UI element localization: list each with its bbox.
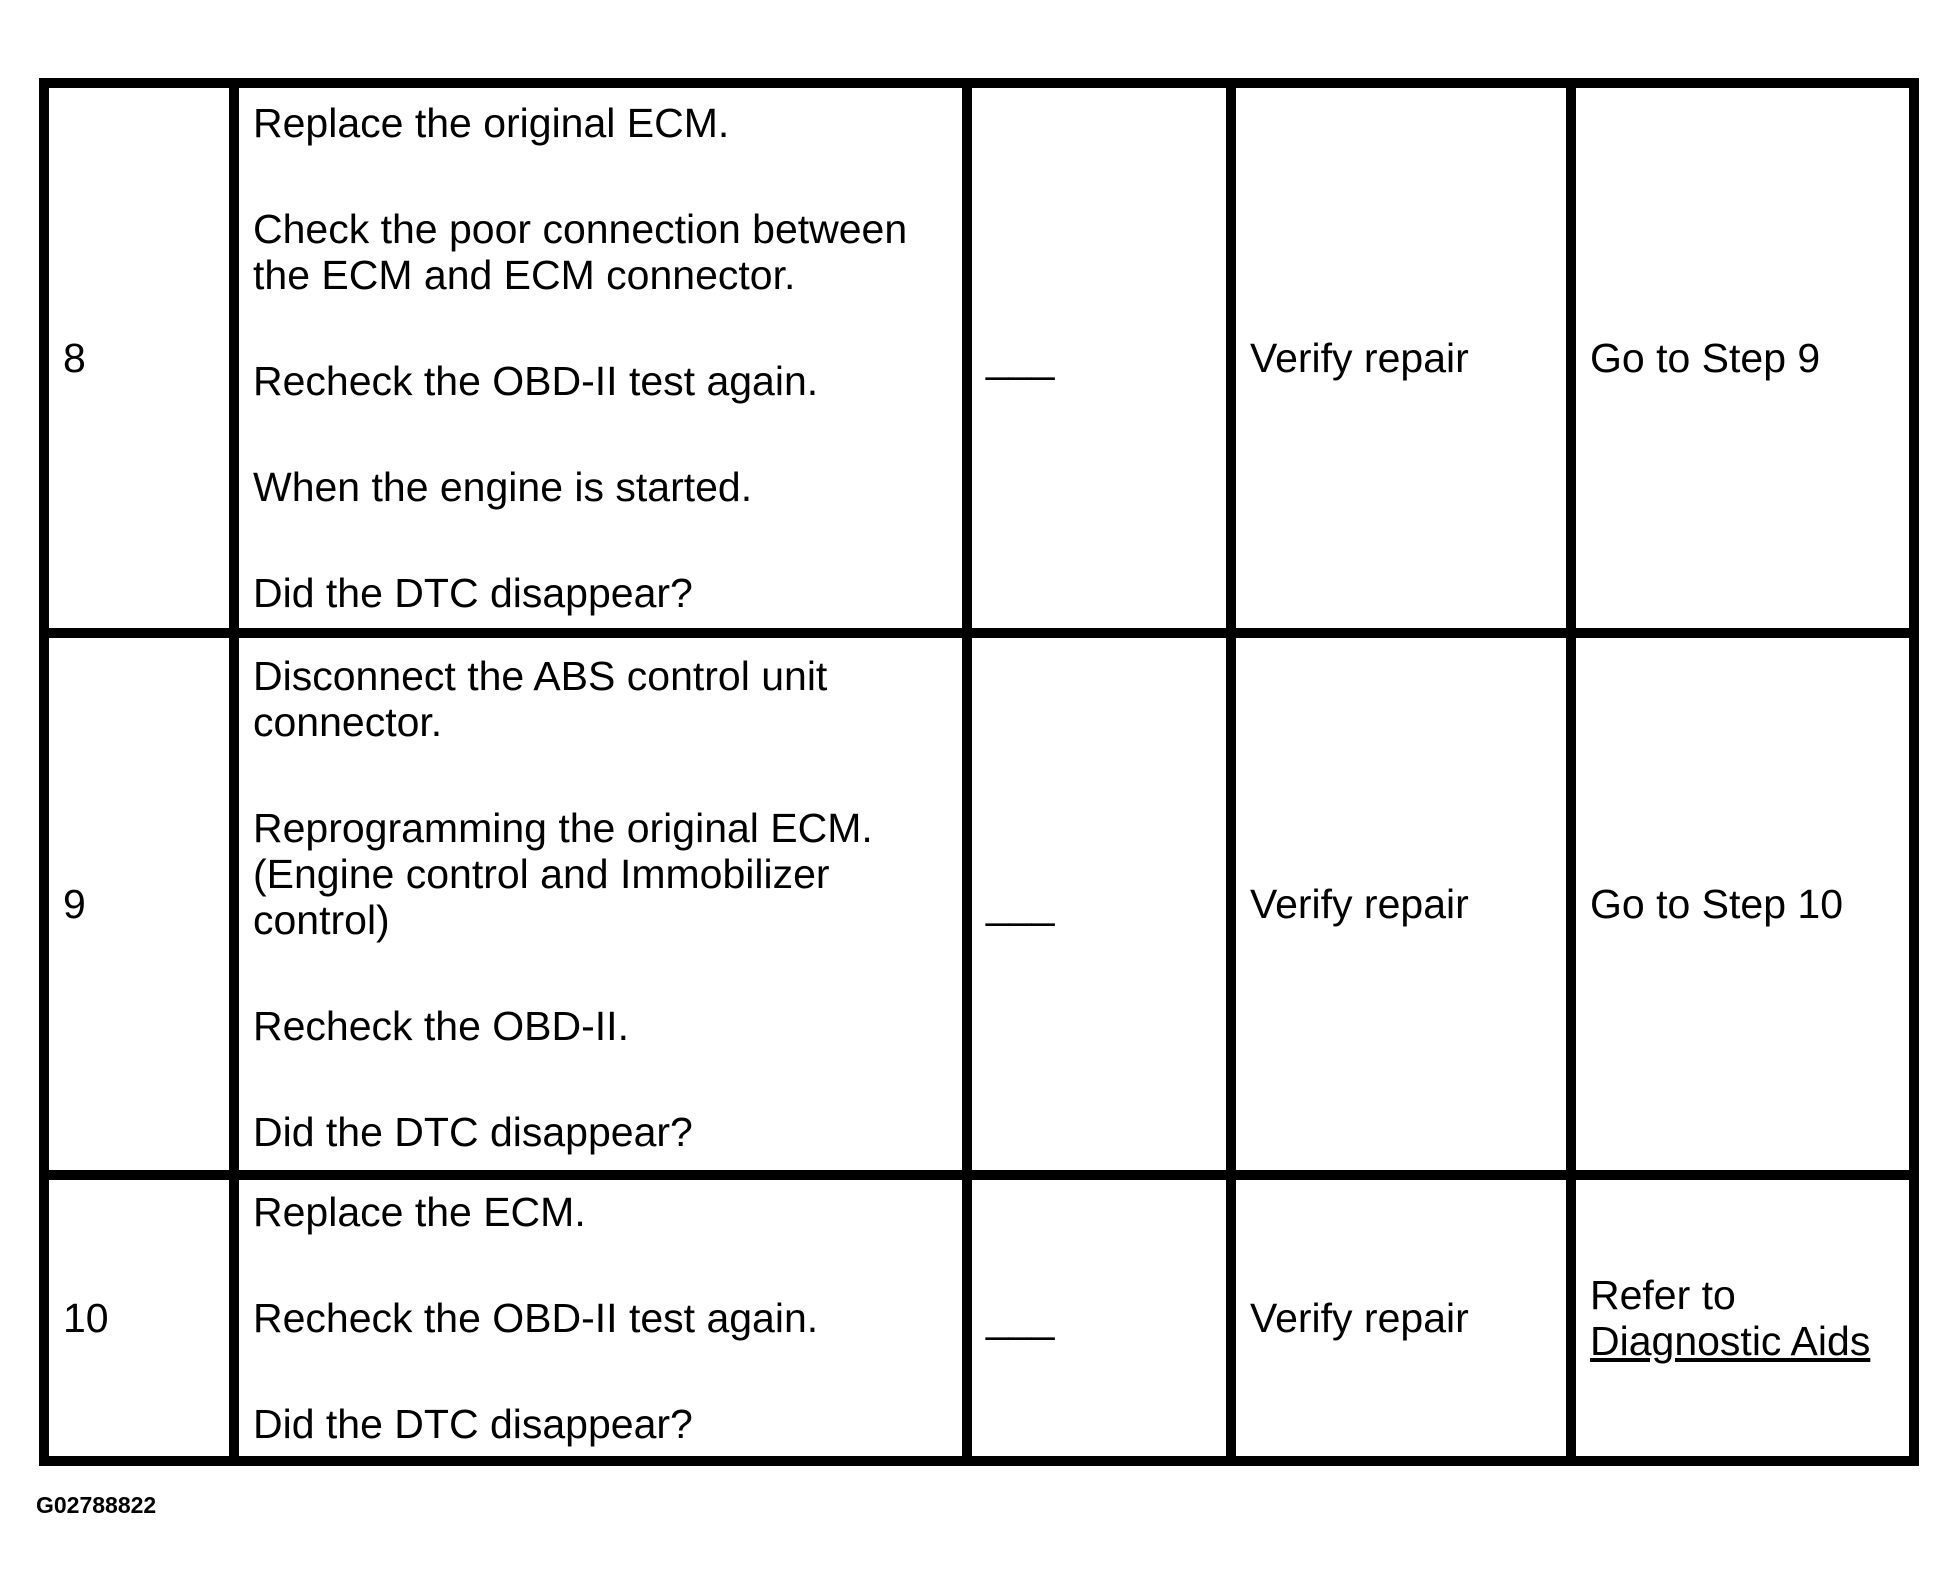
step-number: 9	[44, 633, 234, 1174]
value-cell: ___	[967, 83, 1231, 633]
action-text: Replace the original ECM.	[253, 100, 730, 147]
action-text: Check the poor connection between the ECM and ECM connector.	[253, 206, 908, 299]
no-cell	[1571, 1175, 1914, 1461]
figure-id: G02788822	[36, 1492, 157, 1518]
action-cell	[234, 633, 967, 1174]
action-text: Reprogramming the original ECM. (Engine control and Immobilizer control)	[253, 805, 873, 944]
table-row-step-10	[44, 1175, 1914, 1461]
action-cell	[234, 1175, 967, 1461]
table-row-step-8	[44, 83, 1914, 633]
action-text: Did the DTC disappear?	[253, 1400, 693, 1447]
table-row-step-9	[44, 633, 1914, 1174]
value-cell: ___	[967, 633, 1231, 1174]
yes-cell: Verify repair	[1231, 83, 1571, 633]
no-cell: Go to Step 9	[1571, 83, 1914, 633]
action-text: Recheck the OBD-II.	[253, 1003, 629, 1050]
action-text: When the engine is started.	[253, 464, 753, 511]
action-text: Did the DTC disappear?	[253, 1109, 693, 1156]
yes-cell: Verify repair	[1231, 1175, 1571, 1461]
diagnostic-aids-link[interactable]: Diagnostic Aids	[1590, 1317, 1871, 1364]
refer-to-text: Refer to	[1590, 1271, 1736, 1318]
diagnostic-table	[39, 78, 1919, 1466]
yes-cell: Verify repair	[1231, 633, 1571, 1174]
action-text: Replace the ECM.	[253, 1188, 586, 1235]
no-cell: Go to Step 10	[1571, 633, 1914, 1174]
action-text: Did the DTC disappear?	[253, 570, 693, 617]
action-cell	[234, 83, 967, 633]
action-text: Recheck the OBD-II test again.	[253, 358, 819, 405]
value-cell: ___	[967, 1175, 1231, 1461]
step-number: 8	[44, 83, 234, 633]
action-text: Disconnect the ABS control unit connector.	[253, 653, 828, 746]
step-number: 10	[44, 1175, 234, 1461]
action-text: Recheck the OBD-II test again.	[253, 1294, 819, 1341]
